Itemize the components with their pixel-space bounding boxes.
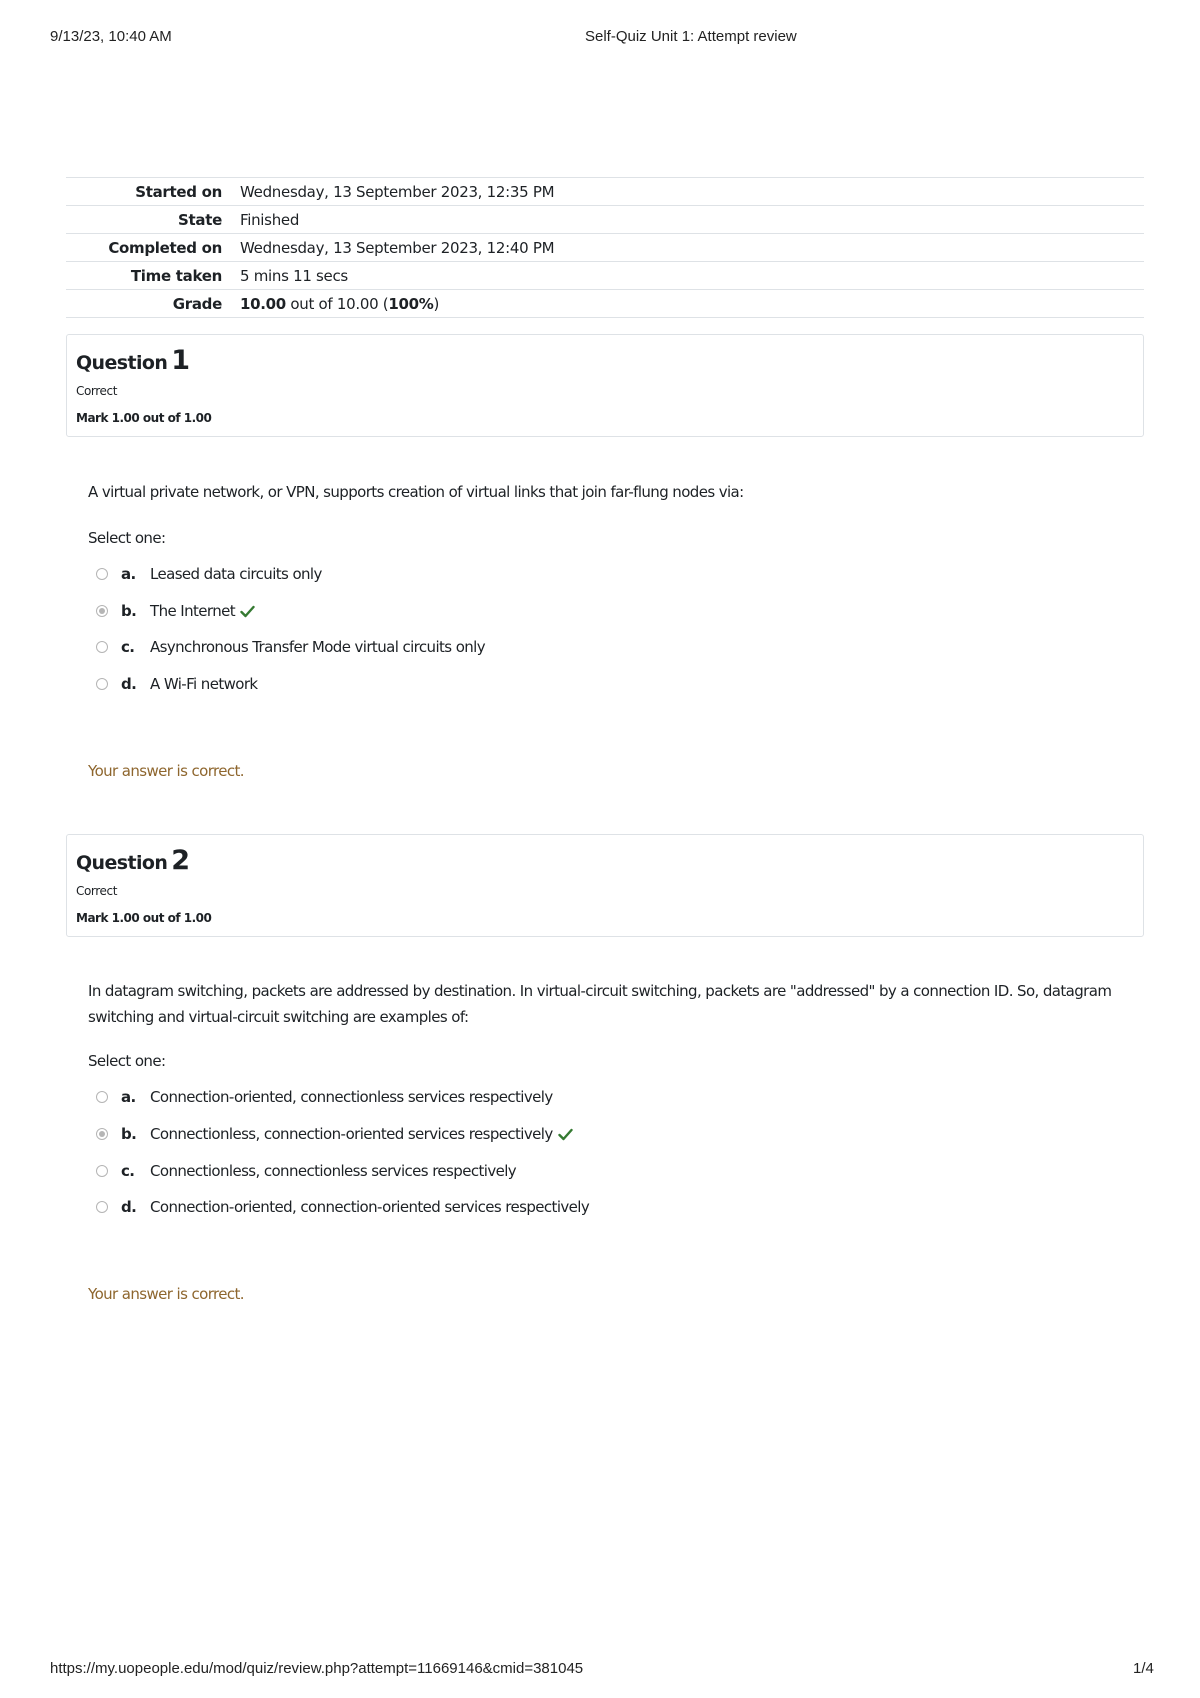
radio-button-selected[interactable] xyxy=(96,605,108,617)
question-1-feedback: Your answer is correct. xyxy=(88,762,244,780)
question-title-word: Question xyxy=(76,852,168,874)
radio-button-selected[interactable] xyxy=(96,1128,108,1140)
time-taken-value: 5 mins 11 secs xyxy=(240,262,1144,290)
question-1-number: 1 xyxy=(171,345,190,376)
time-taken-label: Time taken xyxy=(66,262,240,290)
check-icon xyxy=(240,605,255,618)
option-letter: b. xyxy=(121,602,137,620)
option-letter: d. xyxy=(121,1198,137,1216)
summary-row-time xyxy=(66,262,1144,290)
question-2-title xyxy=(76,845,189,876)
option-text: Asynchronous Transfer Mode virtual circuits only xyxy=(150,638,486,656)
grade-percent: 100% xyxy=(388,294,434,313)
question-2-feedback: Your answer is correct. xyxy=(88,1285,244,1303)
radio-button[interactable] xyxy=(96,568,108,580)
question-2-info xyxy=(66,834,1144,937)
radio-button[interactable] xyxy=(96,1201,108,1213)
grade-close: ) xyxy=(433,294,440,313)
question-1-info xyxy=(66,334,1144,437)
attempt-summary-table xyxy=(66,177,1144,318)
question-title-word: Question xyxy=(76,352,168,374)
option-text-wrap xyxy=(150,602,255,620)
print-page-title: Self-Quiz Unit 1: Attempt review xyxy=(585,28,797,45)
question-1-prompt: Select one: xyxy=(88,529,166,547)
completed-label: Completed on xyxy=(66,234,240,262)
option-letter: d. xyxy=(121,675,137,693)
state-value: Finished xyxy=(240,206,1144,234)
question-1-title xyxy=(76,345,189,376)
print-datetime: 9/13/23, 10:40 AM xyxy=(50,28,172,45)
option-text: The Internet xyxy=(150,602,236,620)
question-2-state: Correct xyxy=(76,884,117,898)
grade-label: Grade xyxy=(66,290,240,318)
option-letter: a. xyxy=(121,565,136,583)
question-2-text: In datagram switching, packets are addressed by destination. In virtual-circuit switching, packets are "addressed" by a connection ID. So, datagram switching and virtual-circuit switching are examples of: xyxy=(88,982,1112,1026)
question-2-mark: Mark 1.00 out of 1.00 xyxy=(76,911,212,925)
option-text: Connectionless, connectionless services respectively xyxy=(150,1162,517,1180)
summary-row-started xyxy=(66,178,1144,206)
option-text: A Wi-Fi network xyxy=(150,675,258,693)
question-1-state: Correct xyxy=(76,384,117,398)
question-1-text: A virtual private network, or VPN, supports creation of virtual links that join far-flung nodes via: xyxy=(88,483,744,501)
option-text: Connectionless, connection-oriented services respectively xyxy=(150,1125,553,1143)
radio-button[interactable] xyxy=(96,678,108,690)
option-letter: c. xyxy=(121,638,135,656)
check-icon xyxy=(558,1128,573,1141)
radio-button[interactable] xyxy=(96,641,108,653)
summary-row-completed xyxy=(66,234,1144,262)
radio-button[interactable] xyxy=(96,1165,108,1177)
print-page-number: 1/4 xyxy=(1133,1660,1154,1677)
started-label: Started on xyxy=(66,178,240,206)
print-url: https://my.uopeople.edu/mod/quiz/review.php?attempt=11669146&cmid=381045 xyxy=(50,1660,584,1677)
question-2-prompt: Select one: xyxy=(88,1052,166,1070)
option-letter: a. xyxy=(121,1088,136,1106)
radio-button[interactable] xyxy=(96,1091,108,1103)
question-1-mark: Mark 1.00 out of 1.00 xyxy=(76,411,212,425)
started-value: Wednesday, 13 September 2023, 12:35 PM xyxy=(240,178,1144,206)
option-letter: b. xyxy=(121,1125,137,1143)
option-text: Leased data circuits only xyxy=(150,565,322,583)
option-text: Connection-oriented, connection-oriented services respectively xyxy=(150,1198,590,1216)
option-text: Connection-oriented, connectionless services respectively xyxy=(150,1088,553,1106)
completed-value: Wednesday, 13 September 2023, 12:40 PM xyxy=(240,234,1144,262)
summary-row-grade xyxy=(66,290,1144,318)
question-2-number: 2 xyxy=(171,845,190,876)
grade-score: 10.00 xyxy=(240,294,286,313)
summary-row-state xyxy=(66,206,1144,234)
option-text-wrap xyxy=(150,1125,573,1143)
state-label: State xyxy=(66,206,240,234)
grade-value xyxy=(240,290,1144,318)
grade-out-of: out of 10.00 ( xyxy=(285,294,389,313)
option-letter: c. xyxy=(121,1162,135,1180)
